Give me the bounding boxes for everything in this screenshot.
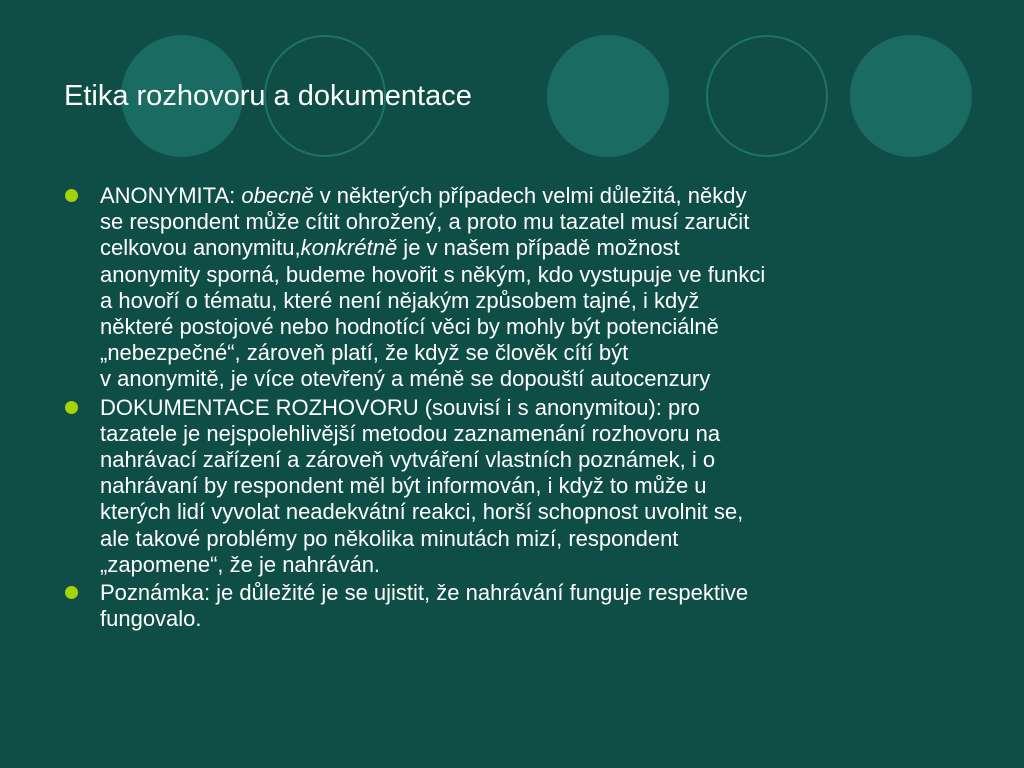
bullet-text-line	[100, 447, 962, 473]
text-run: se respondent může cítit ohrožený, a proto mu tazatel musí zaručit	[100, 209, 750, 235]
bullet-text-line	[100, 288, 962, 314]
bullet-dot-icon	[65, 189, 78, 202]
bullet-text-line	[100, 421, 962, 447]
text-run: ANONYMITA:	[100, 183, 242, 208]
text-run: tazatele je nejspolehlivější metodou zaznamenání rozhovoru na	[100, 420, 721, 446]
text-run: v anonymitě, je více otevřený a méně se dopouští autocenzury	[100, 366, 711, 392]
bullet-item	[100, 395, 962, 578]
bullet-text-line	[100, 526, 962, 552]
bullet-text-line	[100, 499, 962, 525]
bullet-dot-icon	[65, 586, 78, 599]
text-run: „zapomene“, že je nahráván.	[100, 551, 381, 577]
text-run: kterých lidí vyvolat neadekvátní reakci, horší schopnost uvolnit se,	[100, 499, 744, 525]
text-run: DOKUMENTACE ROZHOVORU (souvisí i s anonymitou): pro	[100, 394, 700, 420]
slide-title: Etika rozhovoru a dokumentace	[64, 80, 472, 112]
bullet-dot-icon	[65, 401, 78, 414]
bullet-text-line	[100, 183, 962, 209]
bullet-text-line	[100, 366, 962, 392]
text-run: v některých případech velmi důležitá, někdy	[313, 183, 747, 208]
text-run: ale takové problémy po několika minutách mizí, respondent	[100, 525, 679, 551]
emphasized-text: obecně	[241, 183, 314, 208]
decorative-circle	[850, 35, 972, 157]
bullet-text-line	[100, 473, 962, 499]
text-run: Poznámka: je důležité je se ujistit, že nahrávání funguje respektive	[100, 580, 749, 606]
decorative-circle	[547, 35, 669, 157]
text-run: „nebezpečné“, zároveň platí, že když se člověk cítí být	[100, 340, 629, 366]
text-run: anonymity sporná, budeme hovořit s někým, kdo vystupuje ve funkci	[100, 261, 766, 287]
text-run: některé postojové nebo hodnotící věci by mohly být potenciálně	[100, 314, 719, 340]
bullet-text-line	[100, 314, 962, 340]
bullet-text-line	[100, 340, 962, 366]
bullet-text-line	[100, 606, 962, 632]
bullet-text-line	[100, 209, 962, 235]
text-run: nahrávací zařízení a zároveň vytváření vlastních poznámek, i o	[100, 447, 716, 473]
bullet-text-line	[100, 235, 962, 261]
text-run: nahrávaní by respondent měl být informován, i když to může u	[100, 473, 707, 499]
text-run: je v našem případě možnost	[397, 235, 680, 261]
bullet-text-line	[100, 395, 962, 421]
bullet-list	[100, 183, 962, 634]
emphasized-text: konkrétně	[300, 235, 398, 261]
bullet-text-line	[100, 552, 962, 578]
decorative-ring	[706, 35, 828, 157]
text-run: fungovalo.	[100, 606, 202, 632]
bullet-text-line	[100, 580, 962, 606]
bullet-item	[100, 183, 962, 393]
text-run: a hovoří o tématu, které není nějakým způsobem tajné, i když	[100, 287, 700, 313]
bullet-item	[100, 580, 962, 632]
bullet-text-line	[100, 262, 962, 288]
text-run: celkovou anonymitu,	[100, 235, 301, 261]
